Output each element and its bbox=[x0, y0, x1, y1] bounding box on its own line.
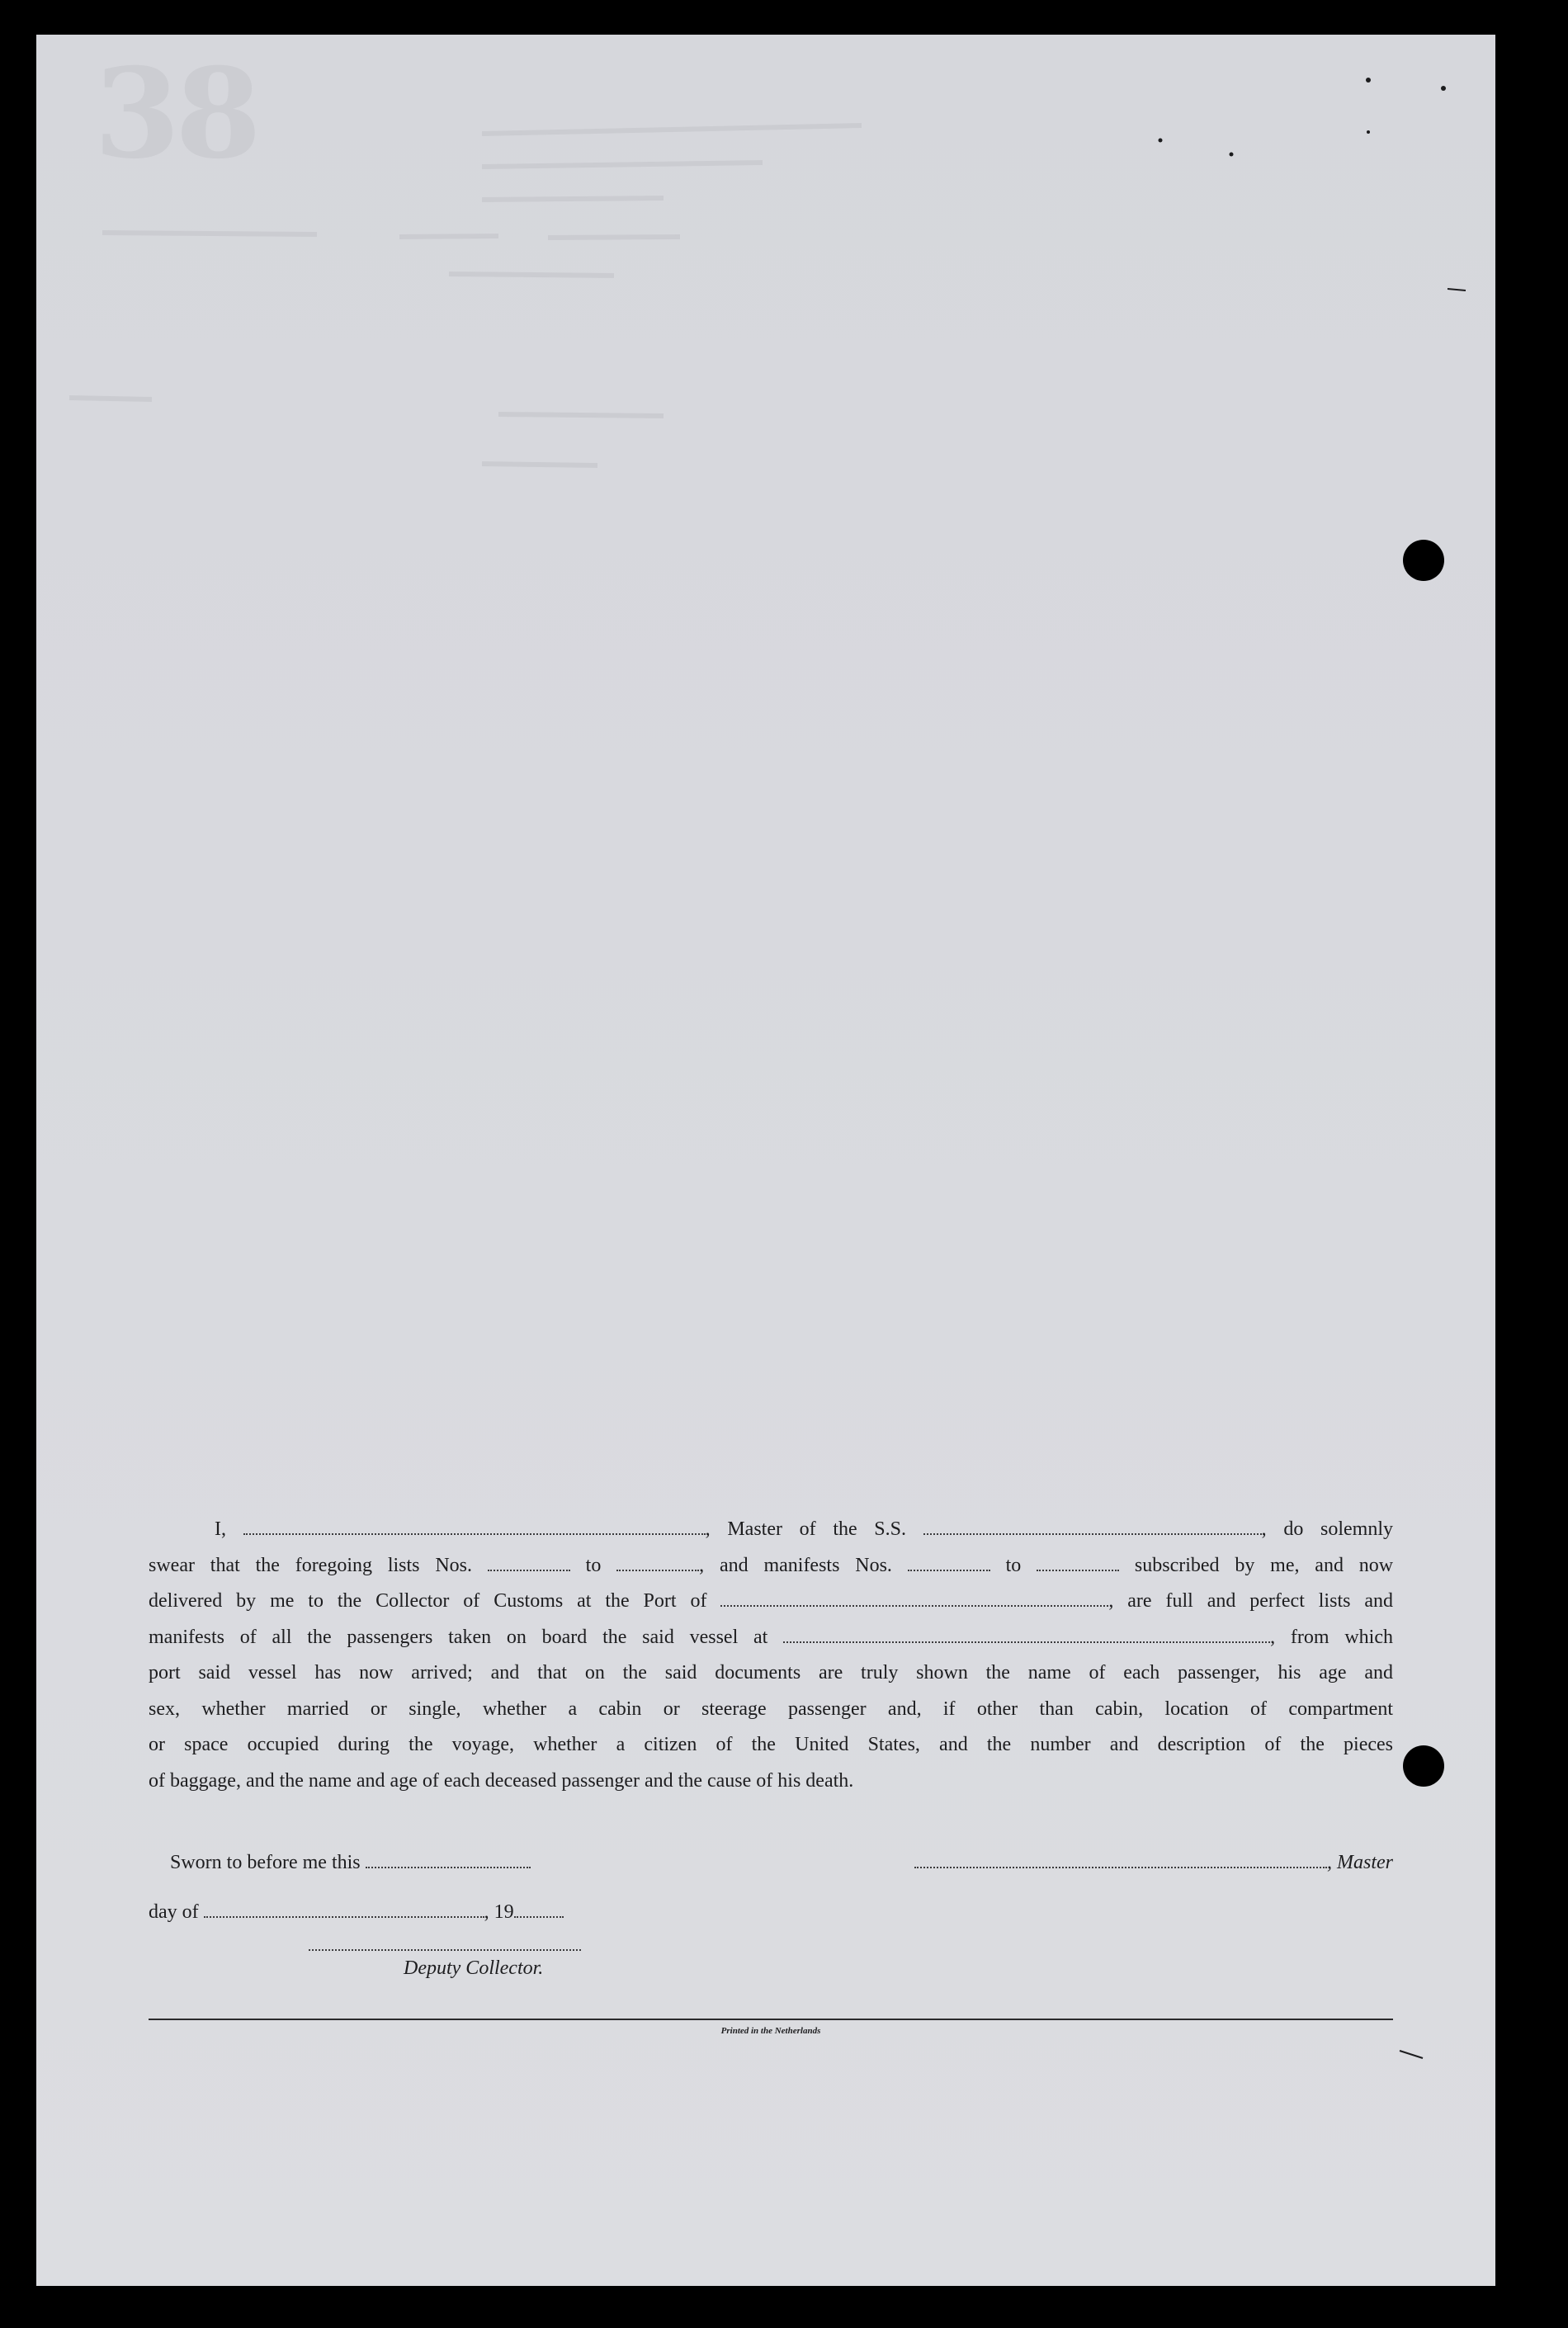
oath-line-2 bbox=[149, 1548, 1393, 1584]
sworn-label: Sworn to before me this bbox=[170, 1852, 361, 1873]
oath-text: , Master of the S.S. bbox=[705, 1518, 906, 1540]
oath-line-5: port said vessel has now arrived; and that on the said documents are truly shown the name of each passenger, his age and bbox=[149, 1662, 1393, 1683]
bleed-through-marks bbox=[36, 35, 1495, 2286]
punch-hole-lower bbox=[1403, 1745, 1444, 1787]
manifests-from-field[interactable] bbox=[908, 1553, 990, 1571]
oath-text: , from which bbox=[1270, 1626, 1393, 1648]
oath-line-6: sex, whether married or single, whether a cabin or steerage passenger and, if other than cabin, location of compartment bbox=[149, 1698, 1393, 1720]
master-signature-field[interactable] bbox=[914, 1850, 1327, 1868]
day-row bbox=[149, 1900, 564, 1924]
oath-text: , do solemnly bbox=[1261, 1518, 1394, 1540]
departure-port-field[interactable] bbox=[783, 1625, 1270, 1643]
punch-hole-upper bbox=[1403, 540, 1444, 581]
oath-text: manifests of all the passengers taken on board the said vessel at bbox=[149, 1626, 768, 1648]
ship-name-field[interactable] bbox=[923, 1517, 1262, 1535]
oath-text: , and manifests Nos. bbox=[699, 1554, 892, 1576]
month-field[interactable] bbox=[204, 1900, 484, 1918]
manifests-to-field[interactable] bbox=[1037, 1553, 1119, 1571]
oath-text: , are full and perfect lists and bbox=[1108, 1590, 1393, 1612]
oath-text: subscribed by me, and now bbox=[1134, 1554, 1394, 1576]
deputy-collector-label: Deputy Collector. bbox=[404, 1957, 544, 1979]
oath-line-4 bbox=[149, 1620, 1393, 1656]
oath-line-8: of baggage, and the name and age of each deceased passenger and the cause of his death. bbox=[149, 1769, 854, 1792]
footer-rule bbox=[149, 2019, 1393, 2020]
faint-page-number: 38 bbox=[94, 41, 257, 187]
oath-text: to bbox=[585, 1554, 602, 1576]
oath-text: delivered by me to the Collector of Customs at the Port of bbox=[149, 1590, 707, 1612]
oath-paragraph bbox=[149, 1512, 1393, 1799]
sworn-day-field[interactable] bbox=[366, 1850, 531, 1868]
master-label: , Master bbox=[1327, 1852, 1393, 1873]
oath-text: to bbox=[1005, 1554, 1022, 1576]
master-name-field[interactable] bbox=[243, 1517, 706, 1535]
oath-text: swear that the foregoing lists Nos. bbox=[149, 1554, 473, 1576]
lists-to-field[interactable] bbox=[616, 1553, 699, 1571]
oath-line-7: or space occupied during the voyage, whether a citizen of the United States, and the number and description of the pieces bbox=[149, 1734, 1393, 1755]
port-field[interactable] bbox=[720, 1589, 1108, 1607]
manifest-page bbox=[36, 35, 1495, 2286]
year-field[interactable] bbox=[514, 1900, 564, 1918]
year-label: , 19 bbox=[484, 1901, 514, 1923]
oath-line-3 bbox=[149, 1584, 1393, 1620]
lists-from-field[interactable] bbox=[488, 1553, 570, 1571]
master-signature-block bbox=[914, 1850, 1393, 1874]
oath-text: I, bbox=[215, 1518, 226, 1540]
deputy-signature-field[interactable] bbox=[309, 1933, 581, 1951]
sworn-row bbox=[149, 1850, 1393, 1874]
day-of-label: day of bbox=[149, 1901, 199, 1923]
oath-line-1 bbox=[149, 1512, 1393, 1548]
printed-in-label: Printed in the Netherlands bbox=[720, 2026, 821, 2036]
